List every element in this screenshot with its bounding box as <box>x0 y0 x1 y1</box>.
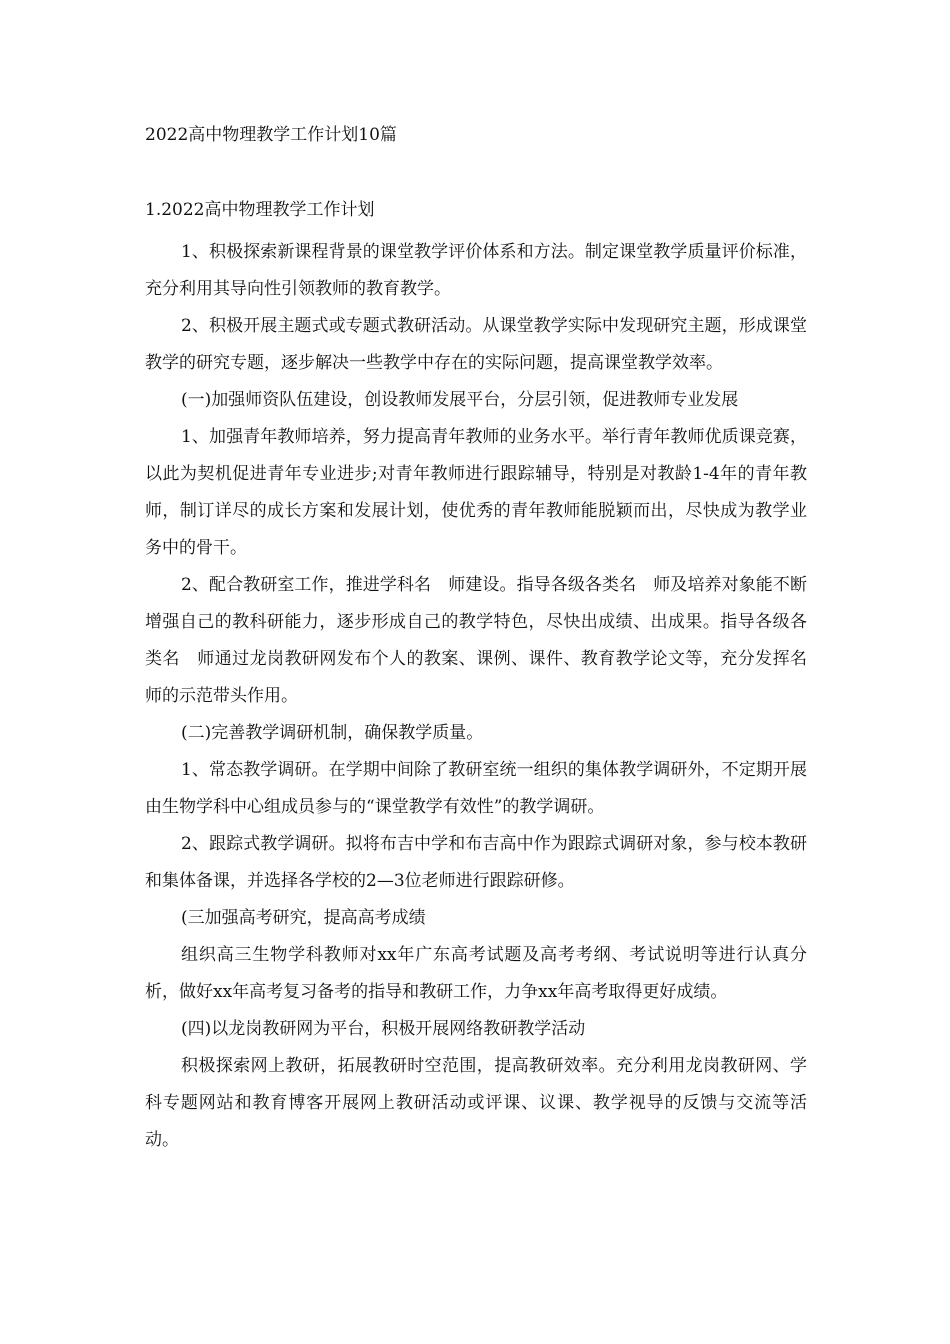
paragraph: 组织高三生物学科教师对xx年广东高考试题及高考考纲、考试说明等进行认真分析，做好xx年高考复习备考的指导和教研工作，力争xx年高考取得更好成绩。 <box>145 945 807 1002</box>
paragraph: (四)以龙岗教研网为平台，积极开展网络教研教学活动 <box>181 1019 586 1039</box>
document-title: 2022高中物理教学工作计划10篇 <box>145 125 397 145</box>
paragraph: 1、常态教学调研。在学期中间除了教研室统一组织的集体教学调研外，不定期开展由生物学科中心组成员参与的“课堂教学有效性”的教学调研。 <box>145 760 807 817</box>
paragraph: 2、跟踪式教学调研。拟将布吉中学和布吉高中作为跟踪式调研对象，参与校本教研和集体备课，并选择各学校的2—3位老师进行跟踪研修。 <box>145 834 807 891</box>
paragraph: 积极探索网上教研，拓展教研时空范围，提高教研效率。充分利用龙岗教研网、学科专题网站和教育博客开展网上教研活动或评课、议课、教学视导的反馈与交流等活动。 <box>145 1056 807 1150</box>
paragraph: 2、积极开展主题式或专题式教研活动。从课堂教学实际中发现研究主题，形成课堂教学的研究专题，逐步解决一些教学中存在的实际问题，提高课堂教学效率。 <box>145 316 807 373</box>
paragraph: (三加强高考研究，提高高考成绩 <box>181 908 426 928</box>
paragraph: 2、配合教研室工作，推进学科名 师建设。指导各级各类名 师及培养对象能不断增强自己的教科研能力，逐步形成自己的教学特色，尽快出成绩、出成果。指导各级各类名 师通过龙岗教研网发布个人的教案、课例、课件、教育教学论文等，充分发挥名 师的示范带头作用。 <box>145 575 824 706</box>
paragraph: 1、积极探索新课程背景的课堂教学评价体系和方法。制定课堂教学质量评价标准，充分利用其导向性引领教师的教育教学。 <box>145 242 807 299</box>
section-title: 1.2022高中物理教学工作计划 <box>145 200 375 220</box>
paragraph: 1、加强青年教师培养，努力提高青年教师的业务水平。举行青年教师优质课竞赛，以此为契机促进青年专业进步;对青年教师进行跟踪辅导，特别是对教龄1-4年的青年教师，制订详尽的成长方案和发展计划，使优秀的青年教师能脱颖而出，尽快成为教学业务中的骨干。 <box>145 427 807 558</box>
paragraph: (二)完善教学调研机制，确保教学质量。 <box>181 723 484 743</box>
paragraph: (一)加强师资队伍建设，创设教师发展平台，分层引领，促进教师专业发展 <box>181 390 739 410</box>
document-body <box>145 234 824 1159</box>
